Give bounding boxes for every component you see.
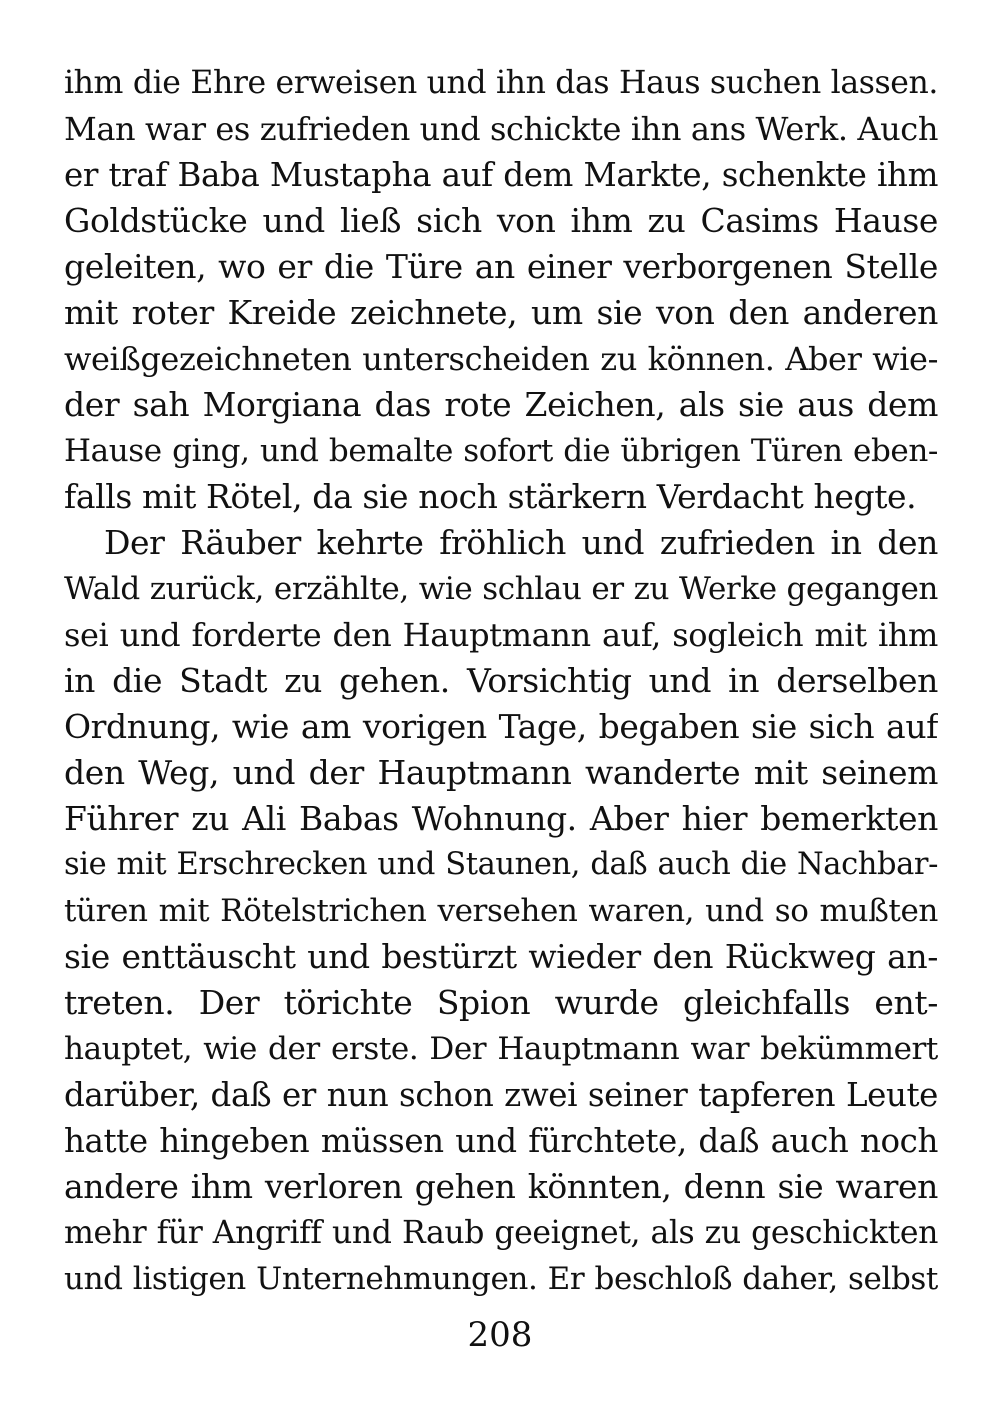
text-line: und listigen Unternehmungen. Er beschloß daher, selbst [64,1261,938,1297]
page-number: 208 [467,1315,533,1355]
text-line: mehr für Angriff und Raub geeignet, als zu geschickten [64,1215,938,1251]
text-line: Goldstücke und ließ sich von ihm zu Casims Hause [64,201,938,240]
paragraph-end-line: falls mit Rötel, da sie noch stärkern Verdacht hegte. [64,477,917,516]
text-line: hauptet, wie der erste. Der Hauptmann war bekümmert [64,1031,938,1067]
text-line: sie mit Erschrecken und Staunen, daß auch die Nachbar- [64,847,938,882]
text-line: ihm die Ehre erweisen und ihn das Haus suchen lassen. [64,65,938,101]
text-line: türen mit Rötelstrichen versehen waren, und so mußten [64,893,938,929]
text-line: darüber, daß er nun schon zwei seiner tapferen Leute [64,1076,938,1114]
text-line: hatte hingeben müssen und fürchtete, daß auch noch [64,1122,938,1160]
text-line: in die Stadt zu gehen. Vorsichtig und in derselben [64,661,938,700]
text-line: Wald zurück, erzählte, wie schlau er zu Werke gegangen [64,571,938,607]
text-line: andere ihm verloren gehen könnten, denn sie waren [64,1167,938,1206]
text-line: weißgezeichneten unterscheiden zu können. Aber wie- [64,340,938,378]
text-line: Hause ging, und bemalte sofort die übrigen Türen eben- [64,433,938,469]
text-line: sie enttäuscht und bestürzt wieder den Rückweg an- [64,937,938,976]
text-line: Man war es zufrieden und schickte ihn ans Werk. Auch [64,110,938,148]
text-line: der sah Morgiana das rote Zeichen, als sie aus dem [64,385,938,424]
text-line: treten. Der törichte Spion wurde gleichfalls ent- [64,983,938,1022]
text-line: geleiten, wo er die Türe an einer verborgenen Stelle [64,247,938,286]
text-line: Führer zu Ali Babas Wohnung. Aber hier bemerkten [64,799,938,838]
text-line: mit roter Kreide zeichnete, um sie von den anderen [64,293,938,332]
body-text [64,60,938,1302]
text-line: er traf Baba Mustapha auf dem Markte, schenkte ihm [64,156,938,194]
paragraph-start-line: Der Räuber kehrte fröhlich und zufrieden in den [104,523,938,562]
text-line: Ordnung, wie am vorigen Tage, begaben sie sich auf [64,707,938,746]
text-line: den Weg, und der Hauptmann wanderte mit seinem [64,753,938,792]
text-line: sei und forderte den Hauptmann auf, sogleich mit ihm [64,616,938,654]
